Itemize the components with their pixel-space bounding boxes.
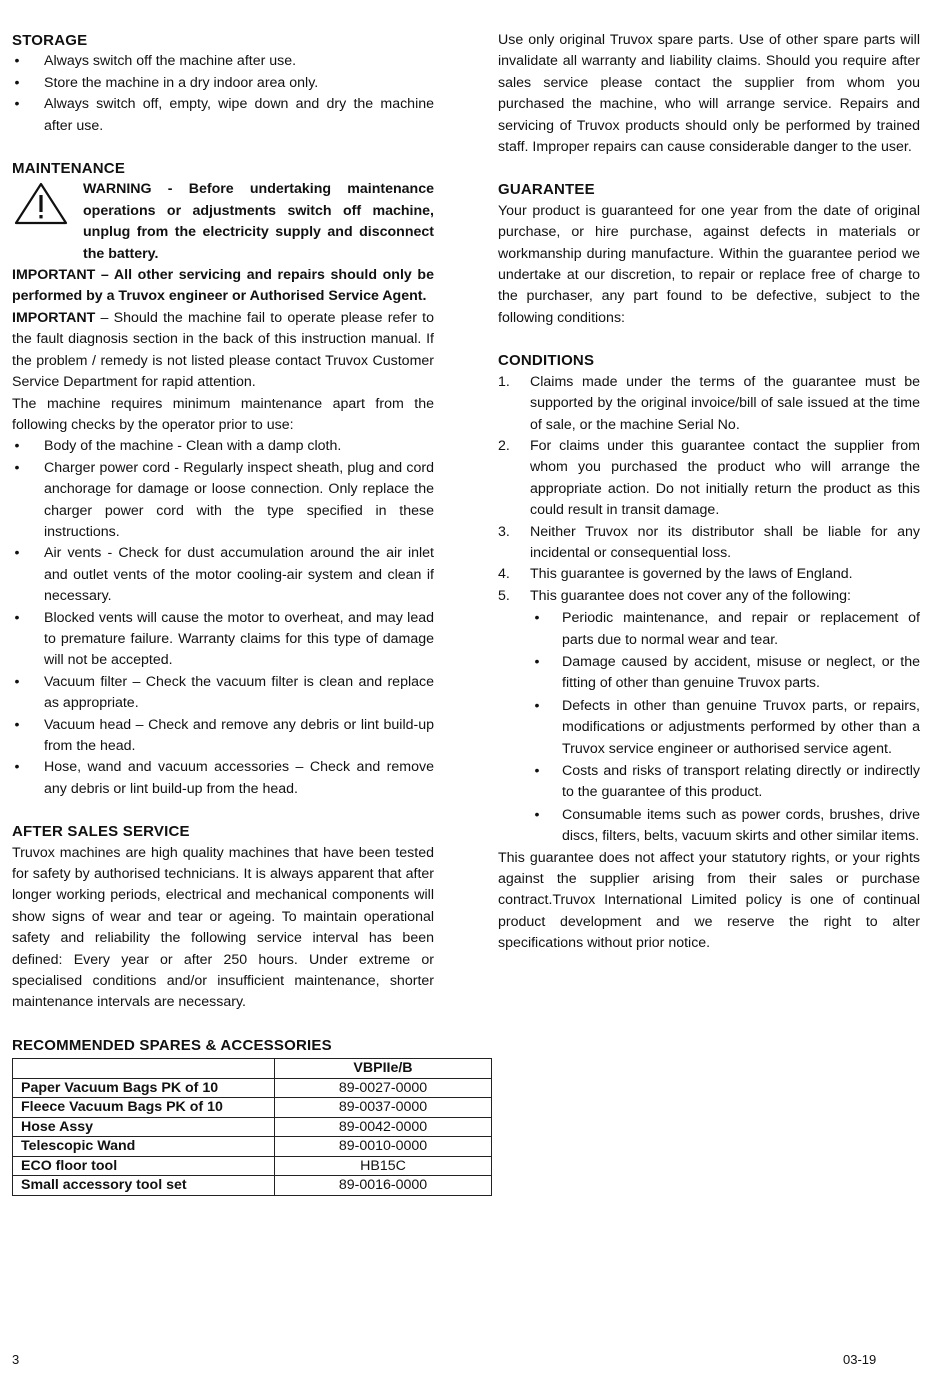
bullet-icon: •	[534, 806, 540, 823]
right-column	[498, 30, 920, 955]
list-item: • Periodic maintenance, and repair or replacement of parts due to normal wear and tear.	[498, 608, 920, 651]
part-name-cell: Hose Assy	[13, 1117, 275, 1137]
after-sales-heading: AFTER SALES SERVICE	[12, 823, 190, 841]
list-item: • Always switch off, empty, wipe down and dry the machine after use.	[12, 94, 434, 137]
condition-item: 2. For claims under this guarantee contact the supplier from whom you purchased the product who will arrange the appropriate action. Do not initially return the product as this could result in transit damage.	[498, 437, 920, 519]
table-row	[13, 1156, 492, 1176]
table-row	[13, 1117, 492, 1137]
bullet-icon: •	[534, 697, 540, 714]
part-name-cell: Telescopic Wand	[13, 1137, 275, 1157]
important-note-fault: IMPORTANT – Should the machine fail to operate please refer to the fault diagnosis section in the back of this instruction manual. If the problem / remedy is not listed please contact Truvox Customer Service Department for rapid attention.	[12, 309, 434, 391]
document-code: 03-19	[843, 1352, 877, 1367]
storage-heading: STORAGE	[12, 32, 88, 49]
spare-parts-notice: Use only original Truvox spare parts. Use of other spare parts will invalidate all warranty and liability claims. Should you require after sales service please contact the supplier from whom you purchased the machine, who will arrange service. Repairs and servicing of Truvox products should only be performed by trained staff. Improper repairs can cause considerable danger to the user.	[498, 32, 920, 156]
list-item: • Air vents - Check for dust accumulation around the air inlet and outlet vents of the motor cooling-air system and clean if necessary.	[12, 543, 434, 607]
warning-triangle-icon	[14, 181, 68, 225]
bullet-icon: •	[14, 609, 20, 626]
list-item: • Vacuum filter – Check the vacuum filter is clean and replace as appropriate.	[12, 672, 434, 715]
condition-item: 3. Neither Truvox nor its distributor shall be liable for any incidental or consequential loss.	[498, 523, 920, 561]
part-code-cell: 89-0027-0000	[275, 1078, 492, 1098]
part-code-cell: HB15C	[275, 1156, 492, 1176]
warning-block	[12, 179, 434, 265]
guarantee-closing: This guarantee does not affect your statutory rights, or your rights against the supplier arising from their sales or purchase contract.Truvox International Limited policy is one of continual product development and we reserve the right to alter specifications without prior notice.	[498, 849, 920, 952]
important-note-servicing: IMPORTANT – All other servicing and repairs should only be performed by a Truvox engineer or Authorised Service Agent.	[12, 267, 434, 305]
bullet-icon: •	[14, 459, 20, 476]
table-row	[13, 1176, 492, 1196]
after-sales-text: Truvox machines are high quality machines that have been tested for safety by authorised technicians. It is always apparent that after longer working periods, electrical and mechanical components will show signs of wear and tear or ageing. To maintain operational safety and reliability the following service interval has been defined: Every year or after 250 hours. Under extreme or specialised conditions and/or insufficient maintenance, shorter maintenance intervals are necessary.	[12, 844, 434, 1011]
condition-item: 5. This guarantee does not cover any of the following:	[498, 587, 851, 604]
exclusions-list	[498, 608, 920, 847]
list-item: • Store the machine in a dry indoor area only.	[12, 73, 434, 94]
maintenance-checks-list	[12, 436, 434, 800]
list-item: • Consumable items such as power cords, brushes, drive discs, filters, belts, vacuum skirts and other similar items.	[498, 805, 920, 848]
warning-text: WARNING - Before undertaking maintenance operations or adjustments switch off machine, unplug from the electricity supply and disconnect the battery.	[83, 181, 434, 262]
part-code-cell: 89-0037-0000	[275, 1098, 492, 1118]
table-row	[13, 1098, 492, 1118]
part-name-cell: Small accessory tool set	[13, 1176, 275, 1196]
bullet-icon: •	[14, 673, 20, 690]
conditions-heading: CONDITIONS	[498, 352, 595, 370]
conditions-list	[498, 372, 920, 607]
table-row	[13, 1137, 492, 1157]
maintenance-intro: The machine requires minimum maintenance apart from the following checks by the operator prior to use:	[12, 395, 434, 433]
bullet-icon: •	[14, 53, 20, 70]
left-column	[12, 30, 434, 1196]
table-header-empty-cell	[13, 1059, 275, 1079]
bullet-icon: •	[14, 759, 20, 776]
spares-heading: RECOMMENDED SPARES & ACCESSORIES	[12, 1036, 332, 1054]
bullet-icon: •	[14, 716, 20, 733]
list-item: • Defects in other than genuine Truvox parts, or repairs, modifications or adjustments performed by other than a Truvox service engineer or authorised service agent.	[498, 696, 920, 760]
part-name-cell: Paper Vacuum Bags PK of 10	[13, 1078, 275, 1098]
page-number: 3	[12, 1352, 20, 1367]
maintenance-heading: MAINTENANCE	[12, 160, 126, 178]
bullet-icon: •	[534, 610, 540, 627]
spares-table	[12, 1058, 492, 1196]
list-item: • Body of the machine - Clean with a damp cloth.	[12, 436, 434, 457]
part-code-cell: 89-0010-0000	[275, 1137, 492, 1157]
list-item: • Costs and risks of transport relating directly or indirectly to the guarantee of this product.	[498, 761, 920, 804]
table-column-header: VBPIIe/B	[275, 1059, 492, 1079]
list-item: • Charger power cord - Regularly inspect sheath, plug and cord anchorage for damage or loose connection. Only replace the charger power cord with the type specified in these instructions.	[12, 458, 434, 544]
part-name-cell: Fleece Vacuum Bags PK of 10	[13, 1098, 275, 1118]
guarantee-text: Your product is guaranteed for one year from the date of original purchase, or hire purchase, against defects in materials or workmanship during manufacture. Within the guarantee period we undertake at our discretion, to repair or replace free of charge to the purchaser, any part found to be defective, subject to the following conditions:	[498, 202, 920, 326]
bullet-icon: •	[14, 438, 20, 455]
part-code-cell: 89-0042-0000	[275, 1117, 492, 1137]
bullet-icon: •	[14, 74, 20, 91]
list-item: • Damage caused by accident, misuse or neglect, or the fitting of other than genuine Truvox parts.	[498, 652, 920, 695]
condition-item: 1. Claims made under the terms of the guarantee must be supported by the original invoice/bill of sale issued at the time of sale, or the machine Serial No.	[498, 373, 920, 433]
guarantee-heading: GUARANTEE	[498, 181, 595, 199]
part-code-cell: 89-0016-0000	[275, 1176, 492, 1196]
list-item: • Hose, wand and vacuum accessories – Check and remove any debris or lint build-up from the head.	[12, 757, 434, 800]
table-header-row	[13, 1059, 492, 1079]
condition-item: 4. This guarantee is governed by the laws of England.	[498, 566, 853, 583]
list-item: • Blocked vents will cause the motor to overheat, and may lead to premature failure. Warranty claims for this type of damage will not be accepted.	[12, 608, 434, 672]
storage-list	[12, 51, 434, 137]
bullet-icon: •	[14, 545, 20, 562]
bullet-icon: •	[534, 653, 540, 670]
part-name-cell: ECO floor tool	[13, 1156, 275, 1176]
table-row	[13, 1078, 492, 1098]
bullet-icon: •	[14, 96, 20, 113]
bullet-icon: •	[534, 763, 540, 779]
list-item: • Vacuum head – Check and remove any debris or lint build-up from the head.	[12, 715, 434, 758]
list-item: • Always switch off the machine after use.	[12, 51, 434, 72]
